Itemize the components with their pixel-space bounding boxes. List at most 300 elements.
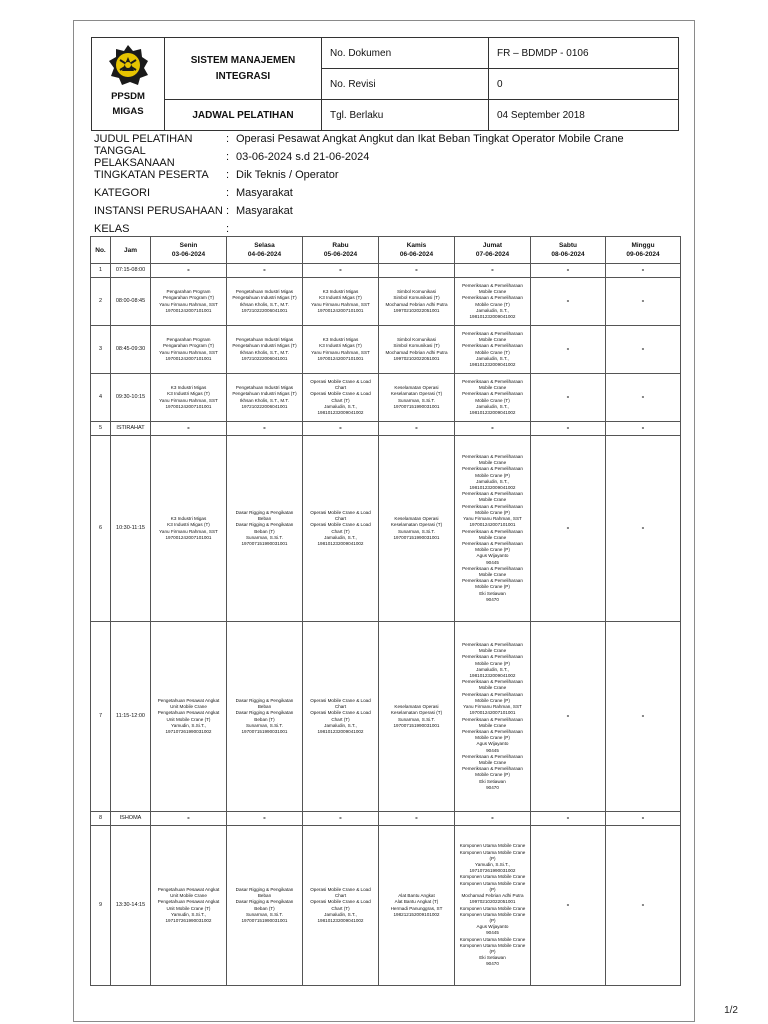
session-line: - — [566, 346, 570, 353]
session-line: Beban — [257, 516, 272, 522]
session-line: 198101232009041002 — [469, 361, 516, 367]
schedule-row — [91, 374, 681, 422]
session-cell — [531, 374, 606, 422]
session-cell — [379, 436, 455, 622]
schedule-row — [91, 278, 681, 326]
info-colon: : — [226, 223, 230, 235]
session-line: Simbol Komunikasi — [396, 337, 437, 343]
session-line: Jamaludin, S.T., — [476, 307, 509, 313]
session-line: Pengetahuan Industri Migas — [235, 289, 294, 295]
session-cell — [531, 264, 606, 278]
session-line: Komponen Utama Mobile Crane — [459, 849, 526, 855]
session-line: Pemeriksaan & Pemeliharaan — [462, 578, 523, 584]
session-line: Sunarman, S.Si.T. — [245, 911, 284, 917]
session-line: Komponen Utama Mobile Crane — [459, 880, 526, 886]
session-cell — [379, 326, 455, 374]
session-line: Dasar Rigging & Pengikatan — [235, 710, 294, 716]
document-title: JADWAL PELATIHAN — [165, 100, 322, 131]
session-line: - — [187, 815, 190, 822]
session-line: (P) — [489, 917, 496, 923]
session-line: Dasar Rigging & Pengikatan — [235, 509, 294, 515]
session-line: Pemeriksaan & Pemeliharaan — [462, 503, 523, 509]
info-value: Masyarakat — [236, 187, 293, 199]
session-cell — [227, 436, 303, 622]
session-line: Pemeriksaan & Pemeliharaan — [462, 295, 523, 301]
session-line: Mobile Crane — [478, 460, 507, 466]
session-cell — [606, 374, 681, 422]
session-line: Mobile Crane (P) — [475, 660, 510, 666]
session-line: 199702102022051001 — [469, 899, 516, 905]
session-cell — [606, 326, 681, 374]
row-time: 08:00-08:45 — [111, 278, 151, 326]
session-line: Pemeriksaan & Pemeliharaan — [462, 753, 523, 759]
session-line: Mobile Crane — [478, 722, 507, 728]
session-line: (P) — [489, 948, 496, 954]
session-line: Chart (T) — [331, 905, 350, 911]
session-line: 197210222006041001 — [241, 307, 288, 313]
session-line: 197001242007101001 — [165, 534, 212, 540]
no-dokumen-label: No. Dokumen — [322, 38, 489, 69]
session-line: - — [339, 425, 342, 432]
session-line: Pemeriksaan & Pemeliharaan — [462, 540, 523, 546]
session-line: Operasi Mobile Crane & Load — [310, 697, 371, 703]
session-line: Mobile Crane — [478, 385, 507, 391]
session-line: - — [187, 425, 190, 432]
session-cell — [303, 826, 379, 986]
session-line: Jamaludin, S.T., — [476, 478, 509, 484]
day-header — [606, 237, 681, 264]
schedule-table — [90, 236, 681, 986]
document-page — [73, 20, 695, 1022]
system-name-line2: INTEGRASI — [215, 70, 271, 82]
system-name-line1: SISTEM MANAJEMEN — [190, 54, 296, 66]
session-line: Beban — [257, 704, 272, 710]
training-info — [94, 130, 684, 238]
session-line: Mobile Crane (T) — [475, 349, 510, 355]
session-line: Chart (T) — [331, 528, 350, 534]
col-jam-header: Jam — [111, 237, 151, 264]
session-line: 90445 — [486, 747, 499, 753]
session-line: 197007151990031001 — [241, 728, 288, 734]
session-line: - — [641, 394, 645, 401]
info-value: Dik Teknis / Operator — [236, 169, 339, 181]
session-cell — [531, 436, 606, 622]
session-line: Pemeriksaan & Pemeliharaan — [462, 654, 523, 660]
session-line: Chart (T) — [331, 716, 350, 722]
session-cell — [455, 812, 531, 826]
info-colon: : — [226, 205, 230, 217]
session-line: (P) — [489, 886, 496, 892]
session-cell — [227, 622, 303, 812]
session-line: - — [641, 713, 645, 720]
session-cell — [379, 278, 455, 326]
session-line: - — [491, 267, 494, 274]
session-line: - — [263, 815, 266, 822]
session-cell — [379, 622, 455, 812]
session-line: Keselamatan Operasi — [394, 704, 439, 710]
session-cell — [531, 622, 606, 812]
day-name: Minggu — [631, 242, 655, 249]
session-cell — [151, 278, 227, 326]
session-cell — [455, 826, 531, 986]
info-label: KATEGORI — [94, 187, 151, 199]
session-line: - — [566, 267, 570, 274]
session-line: 197107261990031002 — [469, 868, 516, 874]
session-line: - — [415, 815, 418, 822]
session-cell — [455, 326, 531, 374]
session-line: Mochamad Febrian Adhi Putra — [461, 893, 524, 899]
session-line: Jamaludin, S.T., — [476, 403, 509, 409]
session-line: - — [339, 815, 342, 822]
info-value: Operasi Pesawat Angkat Angkut dan Ikat Beban Tingkat Operator Mobile Crane — [236, 133, 624, 145]
session-line: - — [641, 902, 645, 909]
session-line: K3 Industri Migas — [170, 516, 207, 522]
row-number: 8 — [91, 812, 111, 826]
session-cell — [303, 436, 379, 622]
session-line: Pengarahan Program — [166, 337, 211, 343]
session-line: Keselamatan Operasi — [394, 385, 439, 391]
session-line: Beban — [257, 893, 272, 899]
day-header — [455, 237, 531, 264]
session-line: Agus Wijayanto — [476, 553, 509, 559]
session-line: Pengetahuan Pesawat Angkat — [157, 886, 220, 892]
session-cell — [227, 374, 303, 422]
session-cell — [379, 264, 455, 278]
session-line: Mobile Crane (P) — [475, 584, 510, 590]
session-line: Beban (T) — [254, 905, 275, 911]
session-cell — [606, 436, 681, 622]
session-line: - — [566, 713, 570, 720]
session-line: Jamaludin, S.T., — [476, 355, 509, 361]
session-line: Mobile Crane — [478, 648, 507, 654]
session-line: Mobile Crane — [478, 571, 507, 577]
session-line: Unit Mobile Crane (T) — [166, 716, 211, 722]
session-line: Sunarman, S.Si.T. — [397, 528, 436, 534]
session-line: 198101232009041002 — [317, 540, 364, 546]
session-line: Komponen Utama Mobile Crane — [459, 936, 526, 942]
session-line: K3 Industri Migas (T) — [167, 391, 210, 397]
session-line: Yamudin, S.Si.T., — [171, 722, 206, 728]
session-line: Pengetahuan Industri Migas (T) — [232, 295, 297, 301]
session-line: Mobile Crane (P) — [475, 697, 510, 703]
day-header — [303, 237, 379, 264]
session-cell — [227, 326, 303, 374]
row-time: 13:30-14:15 — [111, 826, 151, 986]
session-line: Ikhsan Kholis, S.T., M.T. — [239, 397, 290, 403]
session-line: 197001242007101001 — [165, 403, 212, 409]
session-line: Dasar Rigging & Pengikatan — [235, 697, 294, 703]
session-line: Chart — [334, 704, 347, 710]
schedule-body — [91, 264, 681, 986]
session-line: - — [641, 815, 645, 822]
session-line: 198101232009041002 — [469, 409, 516, 415]
session-line: - — [641, 267, 645, 274]
day-date: 05-06-2024 — [323, 251, 358, 258]
session-line: Komponen Utama Mobile Crane — [459, 843, 526, 849]
session-line: Pemeriksaan & Pemeliharaan — [462, 491, 523, 497]
system-name — [165, 38, 322, 100]
day-name: Senin — [179, 242, 198, 249]
info-colon: : — [226, 133, 230, 145]
session-line: Sunarman, S.Si.T. — [245, 534, 284, 540]
session-line: 90445 — [486, 930, 499, 936]
schedule-row — [91, 326, 681, 374]
schedule-row — [91, 826, 681, 986]
row-number: 7 — [91, 622, 111, 812]
session-line: - — [641, 425, 645, 432]
session-cell — [606, 264, 681, 278]
info-row — [94, 145, 684, 169]
session-cell — [151, 812, 227, 826]
session-line: 198101232009041002 — [317, 917, 364, 923]
session-line: Pemeriksaan & Pemeliharaan — [462, 454, 523, 460]
session-line: Mobile Crane (T) — [475, 301, 510, 307]
session-line: Operasi Mobile Crane & Load — [310, 522, 371, 528]
session-line: Pengetahuan Industri Migas — [235, 385, 294, 391]
info-colon: : — [226, 151, 230, 163]
session-line: Komponen Utama Mobile Crane — [459, 874, 526, 880]
session-line: - — [339, 267, 342, 274]
day-date: 08-06-2024 — [551, 251, 585, 258]
document-header — [91, 37, 679, 131]
session-line: 199702102022051001 — [393, 355, 440, 361]
day-header — [379, 237, 455, 264]
session-line: K3 Industri Migas (T) — [319, 295, 362, 301]
day-date: 07-06-2024 — [475, 251, 510, 258]
info-value: 03-06-2024 s.d 21-06-2024 — [236, 151, 370, 163]
session-line: 198101232009041002 — [317, 728, 364, 734]
session-cell — [227, 826, 303, 986]
row-number: 4 — [91, 374, 111, 422]
session-cell — [303, 812, 379, 826]
session-line: Eki Setiawan — [479, 778, 506, 784]
session-line: - — [187, 267, 190, 274]
logo-cell — [92, 38, 165, 131]
day-name: Sabtu — [558, 242, 578, 249]
no-revisi-value: 0 — [489, 69, 679, 100]
session-line: Mobile Crane — [478, 337, 507, 343]
session-line: Chart (T) — [331, 397, 350, 403]
session-line: Dasar Rigging & Pengikatan — [235, 899, 294, 905]
session-line: 198101232009041002 — [469, 673, 516, 679]
session-line: - — [566, 902, 570, 909]
session-line: Beban (T) — [254, 528, 275, 534]
session-line: - — [641, 525, 645, 532]
session-cell — [151, 622, 227, 812]
session-line: Mobile Crane (P) — [475, 472, 510, 478]
session-line: Yanu Firmanu Rahman, SST — [463, 516, 522, 522]
session-line: Pemeriksaan & Pemeliharaan — [462, 691, 523, 697]
session-cell — [151, 374, 227, 422]
row-time: 09:30-10:15 — [111, 374, 151, 422]
session-line: Operasi Mobile Crane & Load — [310, 886, 371, 892]
row-time: 11:15-12:00 — [111, 622, 151, 812]
session-cell — [531, 278, 606, 326]
tgl-berlaku-label: Tgl. Berlaku — [322, 100, 489, 131]
day-name: Selasa — [254, 242, 275, 249]
session-line: K3 Industri Migas (T) — [167, 522, 210, 528]
session-line: - — [415, 425, 418, 432]
row-time: ISHOMA — [111, 812, 151, 826]
session-cell — [227, 422, 303, 436]
session-line: Yanu Firmanu Rahman, SST — [159, 397, 218, 403]
session-line: 197007151990031001 — [393, 403, 440, 409]
session-line: 90470 — [486, 784, 499, 790]
session-line: Keselamatan Operasi (T) — [390, 710, 443, 716]
info-value: Masyarakat — [236, 205, 293, 217]
session-cell — [151, 326, 227, 374]
session-line: Keselamatan Operasi (T) — [390, 391, 443, 397]
schedule-row — [91, 422, 681, 436]
session-line: Jamaludin, S.T., — [324, 403, 357, 409]
session-cell — [455, 264, 531, 278]
session-line: Agus Wijayanto — [476, 924, 509, 930]
session-cell — [227, 264, 303, 278]
session-line: Mobile Crane — [478, 497, 507, 503]
org-name-line1: PPSDM — [111, 91, 145, 102]
session-cell — [303, 278, 379, 326]
session-cell — [531, 326, 606, 374]
session-line: Chart — [334, 893, 347, 899]
session-line: Agus Wijayanto — [476, 741, 509, 747]
session-line: Yanu Firmanu Rahman, SST — [311, 301, 370, 307]
session-cell — [151, 436, 227, 622]
session-line: Pemeriksaan & Pemeliharaan — [462, 378, 523, 384]
session-line: Pengetahuan Industri Migas — [235, 337, 294, 343]
session-line: Mochamad Febrian Adhi Putra — [385, 301, 448, 307]
session-line: - — [566, 525, 570, 532]
session-line: Jamaludin, S.T., — [476, 666, 509, 672]
page-number: 1/2 — [724, 1005, 738, 1016]
session-cell — [606, 826, 681, 986]
session-line: 90470 — [486, 596, 499, 602]
session-line: Mobile Crane (P) — [475, 772, 510, 778]
session-line: - — [491, 815, 494, 822]
session-line: Eki Setiawan — [479, 955, 506, 961]
session-line: 198101232009041002 — [469, 485, 516, 491]
session-line: Ikhsan Kholis, S.T., M.T. — [239, 301, 290, 307]
session-line: Chart — [334, 516, 347, 522]
session-line: K3 Industri Migas — [322, 337, 359, 343]
session-line: Pengarahan Program — [166, 289, 211, 295]
session-line: 90445 — [486, 559, 499, 565]
session-line: - — [566, 394, 570, 401]
session-line: Jamaludin, S.T., — [324, 911, 357, 917]
session-line: Unit Mobile Crane — [170, 704, 207, 710]
session-cell — [303, 622, 379, 812]
session-line: Keselamatan Operasi — [394, 516, 439, 522]
info-colon: : — [226, 187, 230, 199]
session-line: Unit Mobile Crane — [170, 893, 207, 899]
day-date: 04-06-2024 — [247, 251, 282, 258]
session-line: Mochamad Febrian Adhi Putra — [385, 349, 448, 355]
session-line: - — [641, 346, 645, 353]
session-line: 197007151990031001 — [393, 534, 440, 540]
session-line: - — [641, 298, 645, 305]
ppsdm-migas-logo-icon — [106, 43, 150, 87]
session-line: Hermadi Panunggras, ST — [390, 905, 443, 911]
session-line: Pemeriksaan & Pemeliharaan — [462, 391, 523, 397]
session-line: Ikhsan Kholis, S.T., M.T. — [239, 349, 290, 355]
session-line: Yanu Firmanu Rahman, SST — [159, 301, 218, 307]
schedule-row — [91, 812, 681, 826]
session-line: - — [263, 425, 266, 432]
session-cell — [606, 422, 681, 436]
session-line: Sunarman, S.Si.T. — [397, 397, 436, 403]
no-revisi-label: No. Revisi — [322, 69, 489, 100]
session-line: 198212152009101002 — [393, 911, 440, 917]
day-name: Jumat — [482, 242, 503, 249]
session-line: 197007151990031001 — [241, 917, 288, 923]
session-line: Pengetahuan Pesawat Angkat — [157, 697, 220, 703]
session-cell — [455, 422, 531, 436]
session-line: - — [566, 298, 570, 305]
session-line: Mobile Crane — [478, 685, 507, 691]
session-line: Pemeriksaan & Pemeliharaan — [462, 565, 523, 571]
session-line: Mobile Crane — [478, 534, 507, 540]
session-line: Komponen Utama Mobile Crane — [459, 911, 526, 917]
session-cell — [379, 812, 455, 826]
info-label: JUDUL PELATIHAN — [94, 133, 193, 145]
day-date: 03-06-2024 — [171, 251, 206, 258]
session-line: 197210222006041001 — [241, 355, 288, 361]
session-cell — [531, 826, 606, 986]
session-line: Beban (T) — [254, 716, 275, 722]
session-line: Simbol Komunikasi — [396, 289, 437, 295]
session-line: 197210222006041001 — [241, 403, 288, 409]
session-line: 197001242007101001 — [469, 522, 516, 528]
session-line: Pemeriksaan & Pemeliharaan — [462, 330, 523, 336]
session-line: K3 Industri Migas (T) — [319, 343, 362, 349]
session-line: Sunarman, S.Si.T. — [245, 722, 284, 728]
schedule-header-row — [91, 237, 681, 264]
session-line: - — [566, 425, 570, 432]
session-line: Yanu Firmanu Rahman, SST — [159, 349, 218, 355]
session-line: 197001242007101001 — [317, 355, 364, 361]
session-line: Pemeriksaan & Pemeliharaan — [462, 766, 523, 772]
row-number: 3 — [91, 326, 111, 374]
day-name: Kamis — [406, 242, 427, 249]
session-line: Pemeriksaan & Pemeliharaan — [462, 728, 523, 734]
session-line: Pemeriksaan & Pemeliharaan — [462, 282, 523, 288]
session-cell — [303, 422, 379, 436]
session-line: Pengetahuan Pesawat Angkat — [157, 899, 220, 905]
session-line: 90470 — [486, 961, 499, 967]
session-line: 199702102022051001 — [393, 307, 440, 313]
session-line: Pemeriksaan & Pemeliharaan — [462, 642, 523, 648]
session-line: Mobile Crane (P) — [475, 509, 510, 515]
session-line: Alat Bantu Angkat — [398, 893, 435, 899]
row-time: 10:30-11:15 — [111, 436, 151, 622]
row-time: 08:45-09:30 — [111, 326, 151, 374]
session-line: - — [415, 267, 418, 274]
schedule-row — [91, 436, 681, 622]
col-no-header: No. — [91, 237, 111, 264]
session-cell — [531, 812, 606, 826]
session-cell — [455, 374, 531, 422]
day-header — [227, 237, 303, 264]
session-line: Yamudin, S.Si.T., — [171, 911, 206, 917]
session-line: 197007151990031001 — [393, 722, 440, 728]
day-date: 09-06-2024 — [626, 251, 660, 258]
session-line: Dasar Rigging & Pengikatan — [235, 522, 294, 528]
session-line: Jamaludin, S.T., — [324, 722, 357, 728]
info-label: TINGKATAN PESERTA — [94, 169, 209, 181]
session-line: Simbol Komunikasi (T) — [393, 295, 440, 301]
row-number: 2 — [91, 278, 111, 326]
session-line: Pemeriksaan & Pemeliharaan — [462, 343, 523, 349]
day-date: 06-06-2024 — [399, 251, 434, 258]
